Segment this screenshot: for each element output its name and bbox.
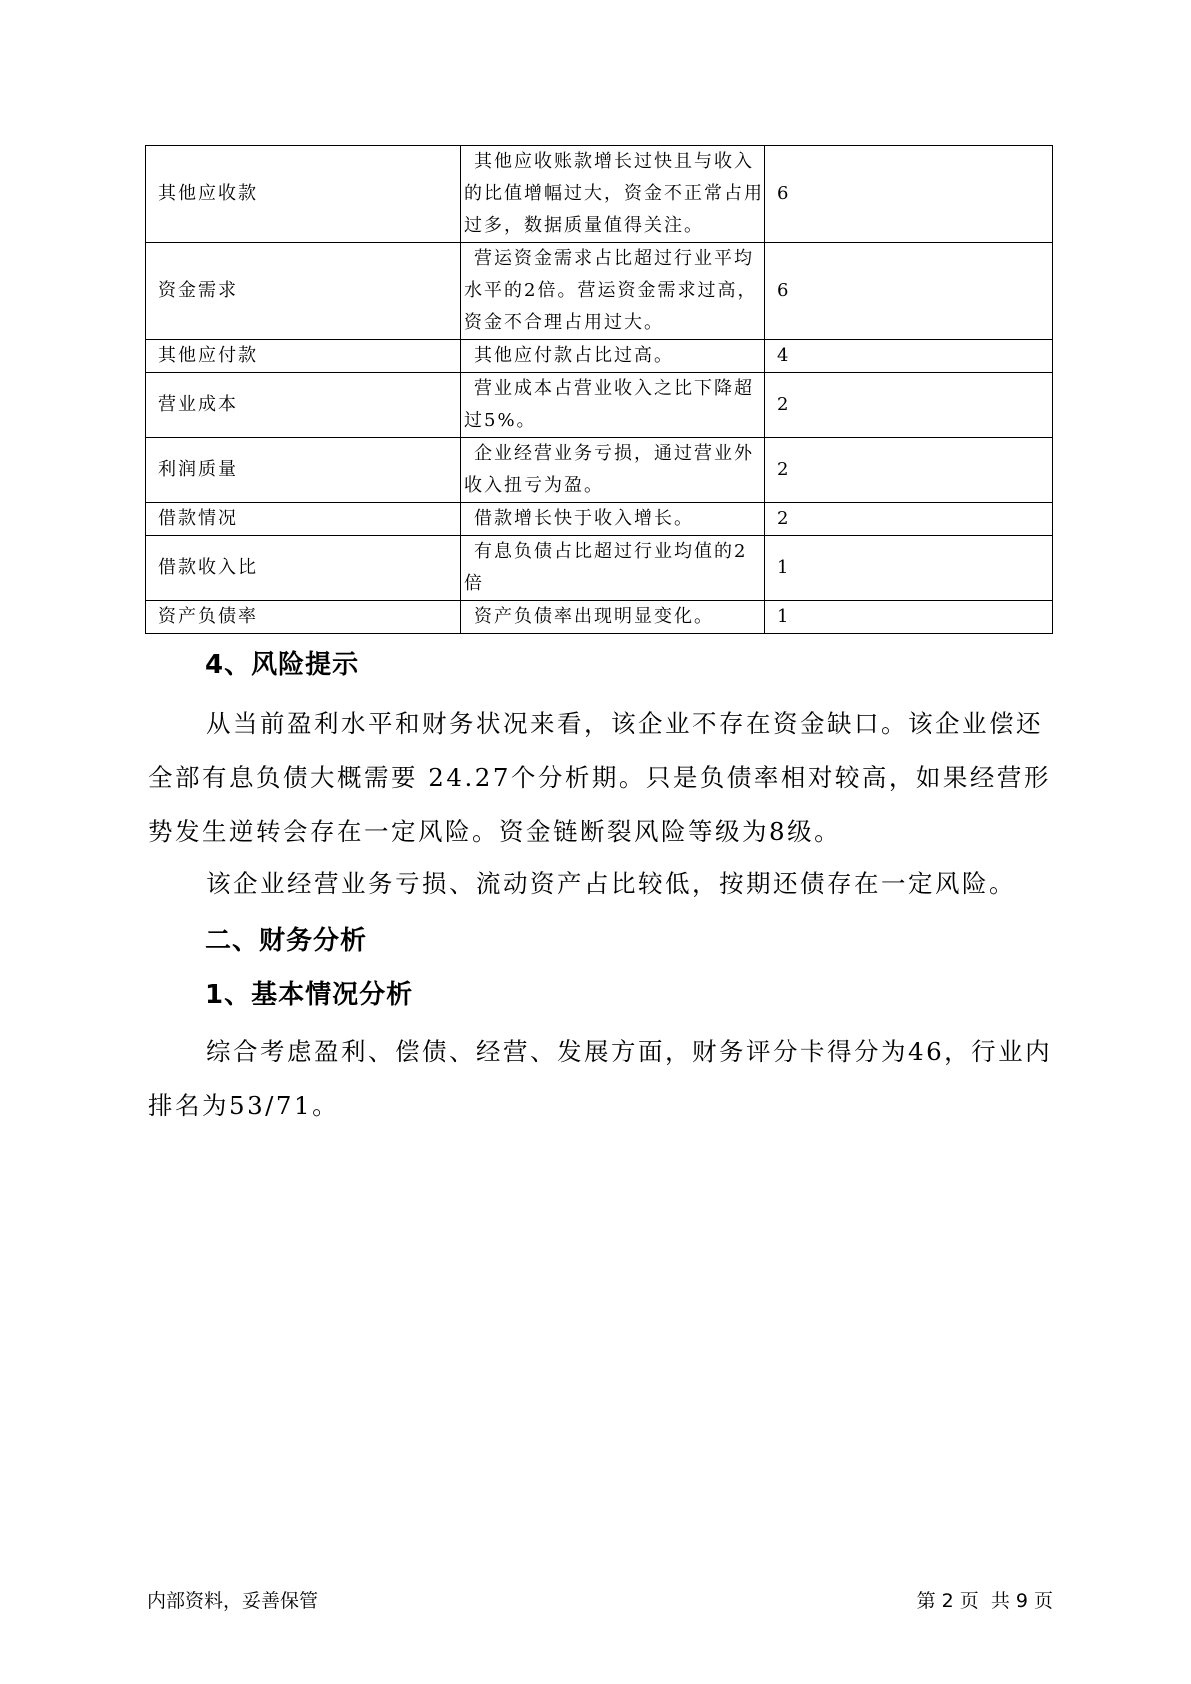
table-row (146, 503, 1053, 536)
indicator-score: 1 (765, 536, 1053, 601)
footer-confidential-note: 内部资料，妥善保管 (147, 1590, 319, 1612)
indicator-description: 企业经营业务亏损，通过营业外收入扭亏为盈。 (461, 438, 765, 503)
indicator-score: 6 (765, 243, 1053, 340)
indicator-score: 2 (765, 438, 1053, 503)
indicator-name: 利润质量 (146, 438, 461, 503)
indicator-description: 营运资金需求占比超过行业平均水平的2倍。营运资金需求过高，资金不合理占用过大。 (461, 243, 765, 340)
indicator-description: 资产负债率出现明显变化。 (461, 601, 765, 634)
section-heading-risk: 4、风险提示 (205, 650, 360, 680)
basic-analysis-paragraph: 综合考虑盈利、偿债、经营、发展方面，财务评分卡得分为46，行业内排名为53/71。 (148, 1037, 1053, 1120)
indicator-score: 6 (765, 146, 1053, 243)
indicator-name: 其他应收款 (146, 146, 461, 243)
table-row (146, 438, 1053, 503)
indicator-description: 其他应付款占比过高。 (461, 340, 765, 373)
risk-indicator-table (145, 145, 1053, 634)
indicator-description: 其他应收账款增长过快且与收入的比值增幅过大，资金不正常占用过多，数据质量值得关注。 (461, 146, 765, 243)
table-row (146, 536, 1053, 601)
indicator-description: 有息负债占比超过行业均值的2倍 (461, 536, 765, 601)
indicator-score: 4 (765, 340, 1053, 373)
indicator-name: 借款情况 (146, 503, 461, 536)
indicator-description: 借款增长快于收入增长。 (461, 503, 765, 536)
indicator-name: 资产负债率 (146, 601, 461, 634)
indicator-name: 营业成本 (146, 373, 461, 438)
indicator-score: 2 (765, 503, 1053, 536)
table-row (146, 340, 1053, 373)
table-row (146, 243, 1053, 340)
sub-heading-basic-analysis: 1、基本情况分析 (205, 980, 414, 1010)
indicator-name: 借款收入比 (146, 536, 461, 601)
risk-paragraph-2: 该企业经营业务亏损、流动资产占比较低，按期还债存在一定风险。 (206, 869, 1016, 898)
indicator-score: 2 (765, 373, 1053, 438)
indicator-score: 1 (765, 601, 1053, 634)
footer-page-number: 第 2 页 共 9 页 (916, 1590, 1053, 1612)
section-heading-finance: 二、财务分析 (205, 926, 368, 956)
table-row (146, 146, 1053, 243)
indicator-description: 营业成本占营业收入之比下降超过5%。 (461, 373, 765, 438)
risk-paragraph-1: 从当前盈利水平和财务状况来看，该企业不存在资金缺口。该企业偿还全部有息负债大概需要 24.27个分析期。只是负债率相对较高，如果经营形势发生逆转会存在一定风险。资金链断裂风险等级为8级。 (148, 709, 1051, 846)
indicator-name: 资金需求 (146, 243, 461, 340)
indicator-name: 其他应付款 (146, 340, 461, 373)
table-row (146, 601, 1053, 634)
table-row (146, 373, 1053, 438)
